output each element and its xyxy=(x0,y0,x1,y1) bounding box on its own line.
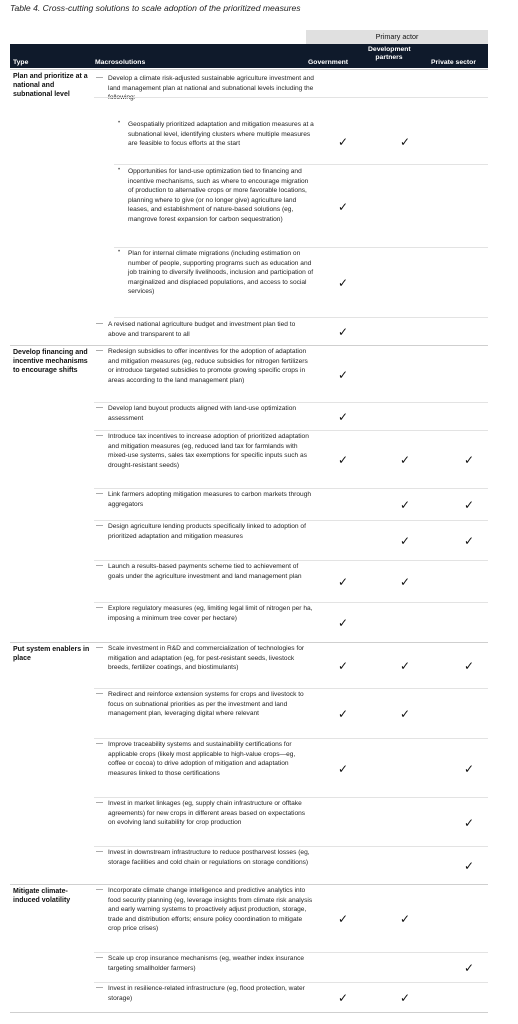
government-check-icon: ✓ xyxy=(338,325,349,339)
macrosolution-text: Link farmers adopting mitigation measures to carbon markets through aggregators xyxy=(108,491,312,508)
development-partners-check-icon: ✓ xyxy=(400,135,411,149)
table-row xyxy=(94,319,488,344)
table-row xyxy=(94,885,488,953)
macrosolution-text: Improve traceability systems and sustainability certifications for applicable crops (likely most applicable to high-value crops—eg, coffee or cocoa) to drive adoption of mitigation and adaptation measures linked to those certifications xyxy=(108,741,296,777)
government-check-icon: ✓ xyxy=(338,410,349,424)
government-check-icon: ✓ xyxy=(338,991,349,1005)
development-partners-check-icon: ✓ xyxy=(400,912,411,926)
section-type: Mitigate climate-induced volatility xyxy=(13,888,71,904)
table-row xyxy=(94,603,488,643)
macrosolution-text: Redirect and reinforce extension systems for crops and livestock to focus on subnational priorities as per the investment and land management plan, leveraging digital where relevant xyxy=(108,691,304,717)
table-row xyxy=(94,431,488,489)
table-row xyxy=(94,643,488,689)
table-row xyxy=(94,521,488,561)
section-type: Develop financing and incentive mechanisms to encourage shifts xyxy=(13,349,88,374)
private-sector-check-icon: ✓ xyxy=(464,961,475,975)
section-type: Plan and prioritize at a national and subnational level xyxy=(13,73,88,98)
table-row xyxy=(94,119,488,165)
development-partners-check-icon: ✓ xyxy=(400,534,411,548)
private-sector-check-icon: ✓ xyxy=(464,816,475,830)
table-bottom-rule xyxy=(10,1012,488,1013)
table-row xyxy=(94,953,488,983)
macrosolution-text: Redesign subsidies to offer incentives for the adoption of adaptation and mitigation measures (eg, reduce subsidies for nitrogen fertilizers or introduce targeted subsidies to promote growing specific crops in areas according to the land management plan) xyxy=(108,348,308,384)
table-row xyxy=(94,561,488,603)
dash-marker: — xyxy=(96,604,103,611)
dash-marker: — xyxy=(96,644,103,651)
macrosolution-text: A revised national agriculture budget and investment plan tied to above and transparent to all xyxy=(108,321,296,338)
government-check-icon: ✓ xyxy=(338,707,349,721)
macrosolution-text: Develop a climate risk-adjusted sustainable agriculture investment and land management plan at national and subnational levels including the following: xyxy=(108,75,314,101)
development-partners-check-icon: ✓ xyxy=(400,659,411,673)
macrosolution-text: Opportunities for land-use optimization tied to financing and incentive mechanisms, such as where to encourage migration of production to alternative crops or more favorable locations, planning where to give (or no longer give) agriculture land leases, and establishment of nature-based solutions (eg, mangrove forest expansion for carbon sequestration) xyxy=(128,168,309,223)
header-government: Government xyxy=(308,59,349,66)
dash-marker: — xyxy=(96,432,103,439)
bullet-marker: • xyxy=(118,120,121,126)
dash-marker: — xyxy=(96,347,103,354)
row-divider xyxy=(114,317,488,318)
table-row xyxy=(94,248,488,318)
header-development-partners: Development partners xyxy=(368,46,411,61)
section xyxy=(10,884,488,1013)
table-row xyxy=(94,346,488,403)
dash-marker: — xyxy=(96,799,103,806)
dash-marker: — xyxy=(96,404,103,411)
dash-marker: — xyxy=(96,886,103,893)
table-row xyxy=(94,739,488,798)
macrosolution-text: Invest in market linkages (eg, supply chain infrastructure or offtake agreements) for new crops in different areas based on expectations on evolving land suitability for crop production xyxy=(108,800,306,826)
bullet-marker: • xyxy=(118,249,121,255)
table-row xyxy=(94,403,488,431)
dash-marker: — xyxy=(96,954,103,961)
header-private-sector: Private sector xyxy=(431,59,476,66)
macrosolution-text: Explore regulatory measures (eg, limiting legal limit of nitrogen per ha, imposing a minimum tree cover per hectare) xyxy=(108,605,313,622)
government-check-icon: ✓ xyxy=(338,276,349,290)
government-check-icon: ✓ xyxy=(338,200,349,214)
dash-marker: — xyxy=(96,740,103,747)
private-sector-check-icon: ✓ xyxy=(464,498,475,512)
government-check-icon: ✓ xyxy=(338,368,349,382)
private-sector-check-icon: ✓ xyxy=(464,659,475,673)
table-header xyxy=(10,44,488,68)
private-sector-check-icon: ✓ xyxy=(464,859,475,873)
table-row xyxy=(94,798,488,847)
macrosolution-text: Invest in resilience-related infrastructure (eg, flood protection, water storage) xyxy=(108,985,305,1002)
table-row xyxy=(94,166,488,248)
primary-actor-header: Primary actor xyxy=(306,30,488,44)
dash-marker: — xyxy=(96,848,103,855)
macrosolution-text: Launch a results-based payments scheme tied to achievement of goals under the agriculture investment and land management plan xyxy=(108,563,302,580)
section xyxy=(10,642,488,885)
private-sector-check-icon: ✓ xyxy=(464,453,475,467)
macrosolution-text: Introduce tax incentives to increase adoption of prioritized adaptation and mitigation measures (eg, reduced land tax for farmlands with mixed-use systems, sales tax exemptions for specific inputs such as drought-resistant seeds) xyxy=(108,433,309,469)
section-type: Put system enablers in place xyxy=(13,646,90,662)
dash-marker: — xyxy=(96,74,103,81)
government-check-icon: ✓ xyxy=(338,135,349,149)
government-check-icon: ✓ xyxy=(338,912,349,926)
macrosolution-text: Plan for internal climate migrations (including estimation on number of people, supporting programs such as education and job training to diversify livelihoods, inclusion and participation of marginalized and displaced populations, and access to social services) xyxy=(128,250,314,295)
macrosolution-text: Design agriculture lending products specifically linked to adoption of prioritized adaptation and mitigation measures xyxy=(108,523,306,540)
table-row xyxy=(94,689,488,739)
macrosolution-text: Invest in downstream infrastructure to reduce postharvest losses (eg, storage facilities and cold chain or regulations on storage conditions) xyxy=(108,849,310,866)
macrosolution-text: Develop land buyout products aligned with land-use optimization assessment xyxy=(108,405,297,422)
private-sector-check-icon: ✓ xyxy=(464,762,475,776)
header-macrosolutions: Macrosolutions xyxy=(95,59,146,66)
development-partners-check-icon: ✓ xyxy=(400,453,411,467)
bullet-marker: • xyxy=(118,167,121,173)
dash-marker: — xyxy=(96,522,103,529)
macrosolution-text: Geospatially prioritized adaptation and mitigation measures at a subnational level, identifying clusters where multiple measures are feasible to focus efforts at the start xyxy=(128,121,314,147)
government-check-icon: ✓ xyxy=(338,616,349,630)
development-partners-check-icon: ✓ xyxy=(400,707,411,721)
development-partners-check-icon: ✓ xyxy=(400,575,411,589)
dash-marker: — xyxy=(96,562,103,569)
dash-marker: — xyxy=(96,984,103,991)
header-type: Type xyxy=(13,59,29,66)
section xyxy=(10,345,488,643)
macrosolution-text: Scale up crop insurance mechanisms (eg, weather index insurance targeting smallholder farmers) xyxy=(108,955,305,972)
macrosolution-text: Scale investment in R&D and commercialization of technologies for mitigation and adaptation (eg, for pest-resistant seeds, livestock breeds, fertilizer coatings, and biostimulants) xyxy=(108,645,305,671)
development-partners-check-icon: ✓ xyxy=(400,498,411,512)
table-row xyxy=(94,847,488,885)
government-check-icon: ✓ xyxy=(338,575,349,589)
table-caption: Table 4. Cross-cutting solutions to scale adoption of the prioritized measures xyxy=(10,3,301,13)
table-row xyxy=(94,489,488,521)
dash-marker: — xyxy=(96,690,103,697)
development-partners-check-icon: ✓ xyxy=(400,991,411,1005)
table-row xyxy=(94,73,488,101)
dash-marker: — xyxy=(96,490,103,497)
private-sector-check-icon: ✓ xyxy=(464,534,475,548)
government-check-icon: ✓ xyxy=(338,453,349,467)
row-divider xyxy=(94,97,488,98)
government-check-icon: ✓ xyxy=(338,762,349,776)
macrosolution-text: Incorporate climate change intelligence and predictive analytics into food security planning (eg, leverage insights from climate risk analysis and early warning systems to proactively adjust production, storage, trade and distribution efforts; ensure policy coordination to mitigate crop price crises) xyxy=(108,887,313,932)
government-check-icon: ✓ xyxy=(338,659,349,673)
row-divider xyxy=(114,164,488,165)
table-row xyxy=(94,983,488,1013)
dash-marker: — xyxy=(96,320,103,327)
section xyxy=(10,69,488,346)
